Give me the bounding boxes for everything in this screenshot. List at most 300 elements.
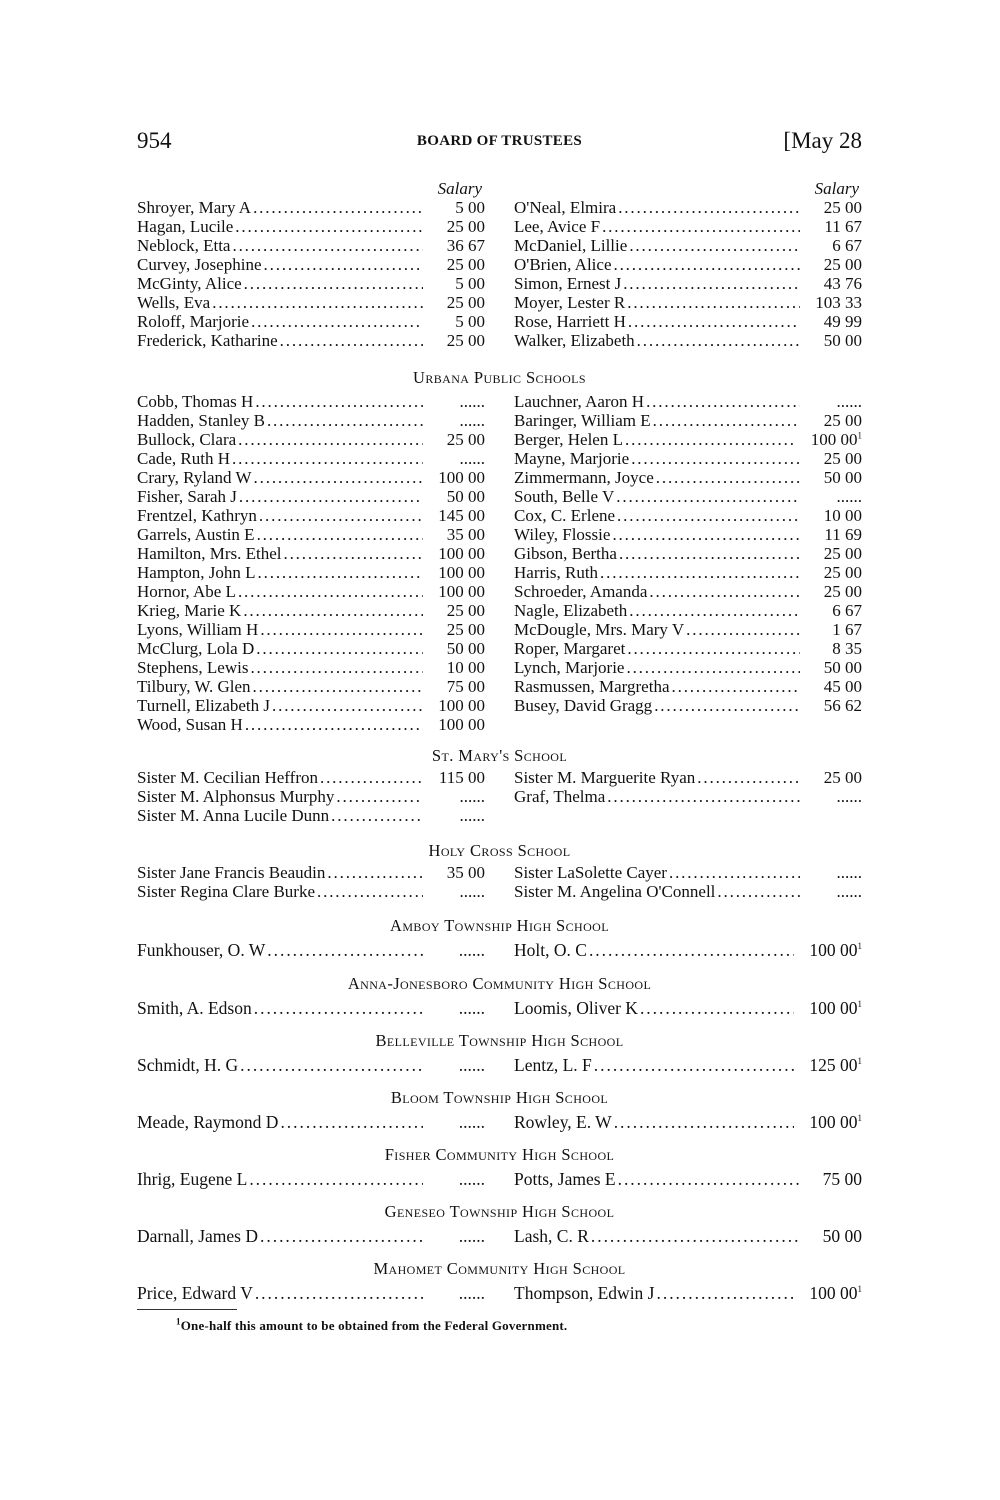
salary-amount	[796, 997, 862, 1019]
right-column	[514, 1054, 862, 1076]
section-title: Mahomet Community High School	[373, 1259, 626, 1278]
list-item	[137, 236, 485, 255]
dot-leader	[253, 677, 423, 696]
person-name: Sister M. Anna Lucile Dunn	[137, 806, 330, 825]
dot-leader	[631, 449, 800, 468]
dot-leader	[235, 217, 423, 236]
dot-leader	[657, 1282, 795, 1304]
salary-amount	[425, 939, 485, 961]
dot-leader	[629, 236, 800, 255]
list-item	[137, 601, 485, 620]
salary-amount	[425, 1054, 485, 1076]
left-column	[137, 768, 485, 825]
list-item	[514, 696, 862, 715]
salary-amount	[425, 863, 485, 882]
salary-amount	[802, 506, 862, 525]
list-item	[514, 411, 862, 430]
salary-amount-value: 43 76	[823, 274, 862, 293]
section-title: Belleville Township High School	[375, 1031, 624, 1050]
salary-amount	[425, 639, 485, 658]
right-column	[514, 179, 862, 350]
person-name: O'Neal, Elmira	[514, 198, 617, 217]
dot-leader	[251, 312, 423, 331]
salary-amount-value: 45 00	[823, 677, 862, 696]
person-name: Moyer, Lester R	[514, 293, 626, 312]
dot-leader	[256, 639, 423, 658]
dot-leader	[240, 1054, 423, 1076]
dot-leader	[617, 506, 800, 525]
section-title: Geneseo Township High School	[384, 1202, 615, 1221]
section-title: Anna-Jonesboro Community High School	[347, 974, 652, 993]
list-item	[137, 1282, 485, 1304]
salary-amount-value: ......	[836, 863, 862, 882]
footnote-marker: 1	[176, 1316, 181, 1327]
right-column	[514, 939, 862, 961]
list-item	[137, 255, 485, 274]
dot-leader	[238, 430, 423, 449]
dot-leader	[239, 487, 423, 506]
list-item	[137, 715, 485, 734]
dot-leader	[614, 1111, 794, 1133]
salary-amount	[802, 411, 862, 430]
person-name: Hornor, Abe L	[137, 582, 236, 601]
salary-amount-value: 6 67	[832, 601, 862, 620]
dot-leader	[254, 468, 423, 487]
dot-leader	[255, 392, 423, 411]
list-item	[514, 1282, 862, 1304]
list-item	[514, 487, 862, 506]
salary-amount-value: 75 00	[446, 677, 485, 696]
person-name: Neblock, Etta	[137, 236, 231, 255]
salary-amount-value: 11 69	[824, 525, 862, 544]
dot-leader	[327, 863, 423, 882]
person-name: Berger, Helen L	[514, 430, 623, 449]
person-name: Nagle, Elizabeth	[514, 601, 628, 620]
salary-amount-value: 25 00	[823, 411, 862, 430]
salary-amount-value: ......	[458, 1055, 485, 1075]
list-item	[137, 544, 485, 563]
salary-amount	[802, 236, 862, 255]
list-item	[137, 392, 485, 411]
salary-amount-value: 5 00	[455, 274, 485, 293]
salary-amount	[802, 293, 862, 312]
list-item	[137, 939, 485, 961]
list-item	[514, 563, 862, 582]
dot-leader	[257, 525, 423, 544]
salary-amount	[802, 255, 862, 274]
person-name: Wells, Eva	[137, 293, 211, 312]
salary-amount-value: 10 00	[823, 506, 862, 525]
dot-leader	[686, 620, 800, 639]
dot-leader	[628, 312, 800, 331]
list-item	[514, 430, 862, 449]
list-item	[137, 1168, 485, 1190]
salary-amount-value: 100 00	[809, 998, 858, 1018]
dot-leader	[258, 563, 423, 582]
salary-amount-value: 50 00	[822, 1226, 862, 1246]
salary-amount-value: ......	[458, 1226, 485, 1246]
dot-leader	[618, 1168, 800, 1190]
salary-amount	[802, 863, 862, 882]
salary-amount	[802, 1225, 862, 1247]
salary-amount	[802, 312, 862, 331]
salary-amount	[425, 468, 485, 487]
list-item	[137, 620, 485, 639]
salary-amount-value: 25 00	[446, 217, 485, 236]
salary-amount	[802, 787, 862, 806]
person-name: Sister Regina Clare Burke	[137, 882, 315, 901]
person-name: Tilbury, W. Glen	[137, 677, 251, 696]
person-name: Wiley, Flossie	[514, 525, 611, 544]
person-name: Mayne, Marjorie	[514, 449, 630, 468]
salary-amount	[802, 677, 862, 696]
salary-amount	[425, 563, 485, 582]
salary-amount	[796, 1054, 862, 1076]
salary-amount	[802, 331, 862, 350]
person-name: Ihrig, Eugene L	[137, 1169, 248, 1189]
salary-amount-value: 25 00	[823, 768, 862, 787]
dot-leader	[331, 806, 423, 825]
list-item	[137, 997, 485, 1019]
salary-amount-value: ......	[836, 882, 862, 901]
salary-amount-value: 100 00	[809, 1283, 858, 1303]
dot-leader	[697, 768, 800, 787]
dot-leader	[280, 1111, 423, 1133]
salary-amount	[425, 274, 485, 293]
list-item	[514, 1168, 862, 1190]
salary-amount-value: ......	[836, 787, 862, 806]
salary-amount-value: 100 00	[438, 468, 485, 487]
salary-amount-value: 25 00	[446, 255, 485, 274]
list-item	[514, 639, 862, 658]
salary-amount-value: 100 00	[438, 563, 485, 582]
salary-amount-value: 50 00	[823, 468, 862, 487]
salary-amount	[802, 392, 862, 411]
footnote-reference: 1	[857, 1113, 862, 1124]
person-name: Funkhouser, O. W	[137, 940, 266, 960]
salary-amount	[425, 217, 485, 236]
salary-amount	[802, 658, 862, 677]
salary-amount	[802, 582, 862, 601]
person-name: Schmidt, H. G	[137, 1055, 239, 1075]
list-item	[137, 217, 485, 236]
salary-amount	[425, 449, 485, 468]
salary-amount-value: 11 67	[824, 217, 862, 236]
dot-leader	[238, 582, 423, 601]
salary-amount	[425, 601, 485, 620]
salary-amount	[802, 449, 862, 468]
section-st-marys-school	[137, 746, 862, 825]
section-high-school	[137, 916, 862, 961]
left-column	[137, 1054, 485, 1076]
dot-leader	[594, 1054, 794, 1076]
salary-amount-value: 25 00	[823, 582, 862, 601]
salary-amount	[802, 620, 862, 639]
dot-leader	[669, 863, 800, 882]
person-name: Loomis, Oliver K	[514, 998, 638, 1018]
salary-amount	[425, 392, 485, 411]
salary-amount	[796, 939, 862, 961]
salary-amount-value: 100 00	[438, 544, 485, 563]
dot-leader	[232, 449, 423, 468]
right-column	[514, 1168, 862, 1190]
footnote-reference: 1	[857, 999, 862, 1010]
left-column	[137, 1282, 485, 1304]
dot-leader	[249, 1168, 423, 1190]
person-name: Wood, Susan H	[137, 715, 243, 734]
dot-leader	[627, 293, 800, 312]
dot-leader	[612, 525, 800, 544]
salary-amount-value: 25 00	[446, 601, 485, 620]
salary-amount-value: 49 99	[823, 312, 862, 331]
salary-amount	[802, 601, 862, 620]
person-name: Frentzel, Kathryn	[137, 506, 257, 525]
left-column	[137, 997, 485, 1019]
salary-amount	[425, 430, 485, 449]
dot-leader	[280, 331, 423, 350]
list-item	[514, 677, 862, 696]
salary-amount-value: 50 00	[823, 658, 862, 677]
dot-leader	[591, 1225, 800, 1247]
salary-amount-value: ......	[836, 392, 862, 411]
footnote-reference: 1	[857, 1056, 862, 1067]
running-title: BOARD OF TRUSTEES	[416, 133, 583, 149]
salary-amount	[425, 236, 485, 255]
salary-amount-value: 25 00	[446, 430, 485, 449]
list-item	[514, 274, 862, 293]
dot-leader	[607, 787, 800, 806]
salary-amount-value: 6 67	[832, 236, 862, 255]
dot-leader	[283, 544, 423, 563]
salary-amount	[802, 274, 862, 293]
section-title: Amboy Township High School	[390, 916, 609, 935]
list-item	[137, 1054, 485, 1076]
salary-amount-value: 25 00	[823, 563, 862, 582]
list-item	[514, 468, 862, 487]
dot-leader	[267, 411, 423, 430]
salary-amount	[425, 293, 485, 312]
salary-amount-value: 25 00	[446, 331, 485, 350]
list-item	[137, 806, 485, 825]
list-item	[137, 677, 485, 696]
right-column	[514, 392, 862, 734]
list-item	[514, 449, 862, 468]
list-item	[137, 198, 485, 217]
salary-amount-value: 5 00	[455, 198, 485, 217]
list-item	[137, 582, 485, 601]
salary-amount-value: 10 00	[446, 658, 485, 677]
list-item	[137, 274, 485, 293]
salary-amount-value: 25 00	[823, 255, 862, 274]
person-name: Lauchner, Aaron H	[514, 392, 645, 411]
footnote-reference: 1	[857, 430, 862, 441]
list-item	[514, 392, 862, 411]
person-name: Graf, Thelma	[514, 787, 606, 806]
right-column	[514, 768, 862, 825]
dot-leader	[253, 198, 423, 217]
salary-amount-value: 50 00	[823, 331, 862, 350]
dot-leader	[653, 411, 800, 430]
salary-amount-value: ......	[459, 882, 485, 901]
dot-leader	[232, 236, 423, 255]
salary-amount-value: 25 00	[446, 293, 485, 312]
list-item	[137, 293, 485, 312]
section-title: St. Mary's School	[431, 746, 568, 765]
salary-amount	[802, 487, 862, 506]
list-item	[514, 620, 862, 639]
person-name: Baringer, William E	[514, 411, 651, 430]
dot-leader	[589, 939, 794, 961]
person-name: Lee, Avice F	[514, 217, 601, 236]
salary-amount	[425, 544, 485, 563]
salary-amount	[802, 544, 862, 563]
salary-amount	[425, 487, 485, 506]
list-item	[514, 544, 862, 563]
footnote-reference: 1	[857, 941, 862, 952]
section-high-school	[137, 974, 862, 1019]
left-column	[137, 863, 485, 901]
salary-amount-value: 100 00	[809, 940, 858, 960]
person-name: McDougle, Mrs. Mary V	[514, 620, 685, 639]
salary-amount	[425, 658, 485, 677]
salary-amount-value: 100 00	[438, 582, 485, 601]
salary-amount-value: ......	[459, 806, 485, 825]
section-title: Urbana Public Schools	[413, 368, 586, 387]
person-name: Hampton, John L	[137, 563, 256, 582]
salary-amount-value: 103 33	[815, 293, 862, 312]
salary-amount-value: ......	[458, 1283, 485, 1303]
dot-leader	[717, 882, 800, 901]
salary-amount-value: ......	[459, 787, 485, 806]
dot-leader	[616, 487, 800, 506]
salary-amount	[802, 468, 862, 487]
person-name: Stephens, Lewis	[137, 658, 249, 677]
salary-amount-value: 25 00	[823, 544, 862, 563]
list-item	[137, 525, 485, 544]
person-name: McGinty, Alice	[137, 274, 242, 293]
list-item	[514, 787, 862, 806]
left-column	[137, 1168, 485, 1190]
salary-amount	[425, 1168, 485, 1190]
dot-leader	[656, 468, 800, 487]
salary-amount	[425, 255, 485, 274]
dot-leader	[336, 787, 423, 806]
person-name: Hadden, Stanley B	[137, 411, 265, 430]
list-item	[514, 255, 862, 274]
person-name: Harris, Ruth	[514, 563, 599, 582]
dot-leader	[627, 639, 800, 658]
salary-amount-value: 25 00	[823, 198, 862, 217]
dot-leader	[637, 331, 800, 350]
salary-amount	[425, 331, 485, 350]
section-high-school	[137, 1145, 862, 1190]
person-name: Holt, O. C	[514, 940, 587, 960]
person-name: O'Brien, Alice	[514, 255, 612, 274]
person-name: Shroyer, Mary A	[137, 198, 252, 217]
person-name: Lash, C. R	[514, 1226, 589, 1246]
list-item	[514, 768, 862, 787]
dot-leader	[259, 506, 423, 525]
dot-leader	[317, 882, 423, 901]
list-item	[514, 882, 862, 901]
person-name: Frederick, Katharine	[137, 331, 278, 350]
footnote-text: One-half this amount to be obtained from the Federal Government.	[180, 1318, 568, 1333]
list-item	[137, 882, 485, 901]
list-item	[514, 506, 862, 525]
person-name: McClurg, Lola D	[137, 639, 255, 658]
right-column	[514, 863, 862, 901]
page-number: 954	[137, 128, 172, 153]
list-item	[514, 582, 862, 601]
person-name: Garrels, Austin E	[137, 525, 255, 544]
salary-amount-value: 115 00	[438, 768, 485, 787]
section-title: Bloom Township High School	[390, 1088, 609, 1107]
person-name: Darnall, James D	[137, 1226, 259, 1246]
list-item	[514, 236, 862, 255]
person-name: Smith, A. Edson	[137, 998, 252, 1018]
person-name: Sister Jane Francis Beaudin	[137, 863, 326, 882]
dot-leader	[619, 544, 800, 563]
list-item	[514, 331, 862, 350]
right-column	[514, 1111, 862, 1133]
person-name: Walker, Elizabeth	[514, 331, 635, 350]
dot-leader	[600, 563, 800, 582]
dot-leader	[250, 658, 423, 677]
dot-leader	[629, 601, 800, 620]
person-name: Roper, Margaret	[514, 639, 626, 658]
left-column	[137, 1225, 485, 1247]
person-name: Bullock, Clara	[137, 430, 237, 449]
salary-amount-value: 36 67	[446, 236, 485, 255]
list-item	[137, 411, 485, 430]
salary-amount	[425, 1282, 485, 1304]
dot-leader	[626, 658, 800, 677]
salary-amount-value: ......	[459, 449, 485, 468]
salary-amount-value: 100 00	[438, 696, 485, 715]
person-name: Lyons, William H	[137, 620, 259, 639]
list-item	[137, 787, 485, 806]
list-item	[137, 658, 485, 677]
list-item	[137, 449, 485, 468]
list-item	[137, 506, 485, 525]
person-name: Potts, James E	[514, 1169, 616, 1189]
list-item	[137, 563, 485, 582]
list-item	[137, 487, 485, 506]
salary-amount-value: ......	[459, 411, 485, 430]
person-name: Lynch, Marjorie	[514, 658, 625, 677]
person-name: Sister LaSolette Cayer	[514, 863, 667, 882]
list-item	[514, 217, 862, 236]
list-item	[137, 696, 485, 715]
salary-amount-value: ......	[458, 1112, 485, 1132]
salary-amount	[802, 198, 862, 217]
footnote	[176, 1318, 567, 1334]
salary-column-header: Salary	[814, 179, 859, 198]
header-date: [May 28	[783, 128, 862, 153]
salary-amount	[425, 696, 485, 715]
right-column	[514, 997, 862, 1019]
left-column	[137, 1111, 485, 1133]
left-column	[137, 392, 485, 734]
list-item	[514, 312, 862, 331]
salary-amount	[425, 620, 485, 639]
dot-leader	[649, 582, 800, 601]
person-name: Roloff, Marjorie	[137, 312, 250, 331]
salary-amount	[802, 563, 862, 582]
salary-amount-value: 8 35	[832, 639, 862, 658]
dot-leader	[654, 696, 800, 715]
list-item	[137, 1225, 485, 1247]
